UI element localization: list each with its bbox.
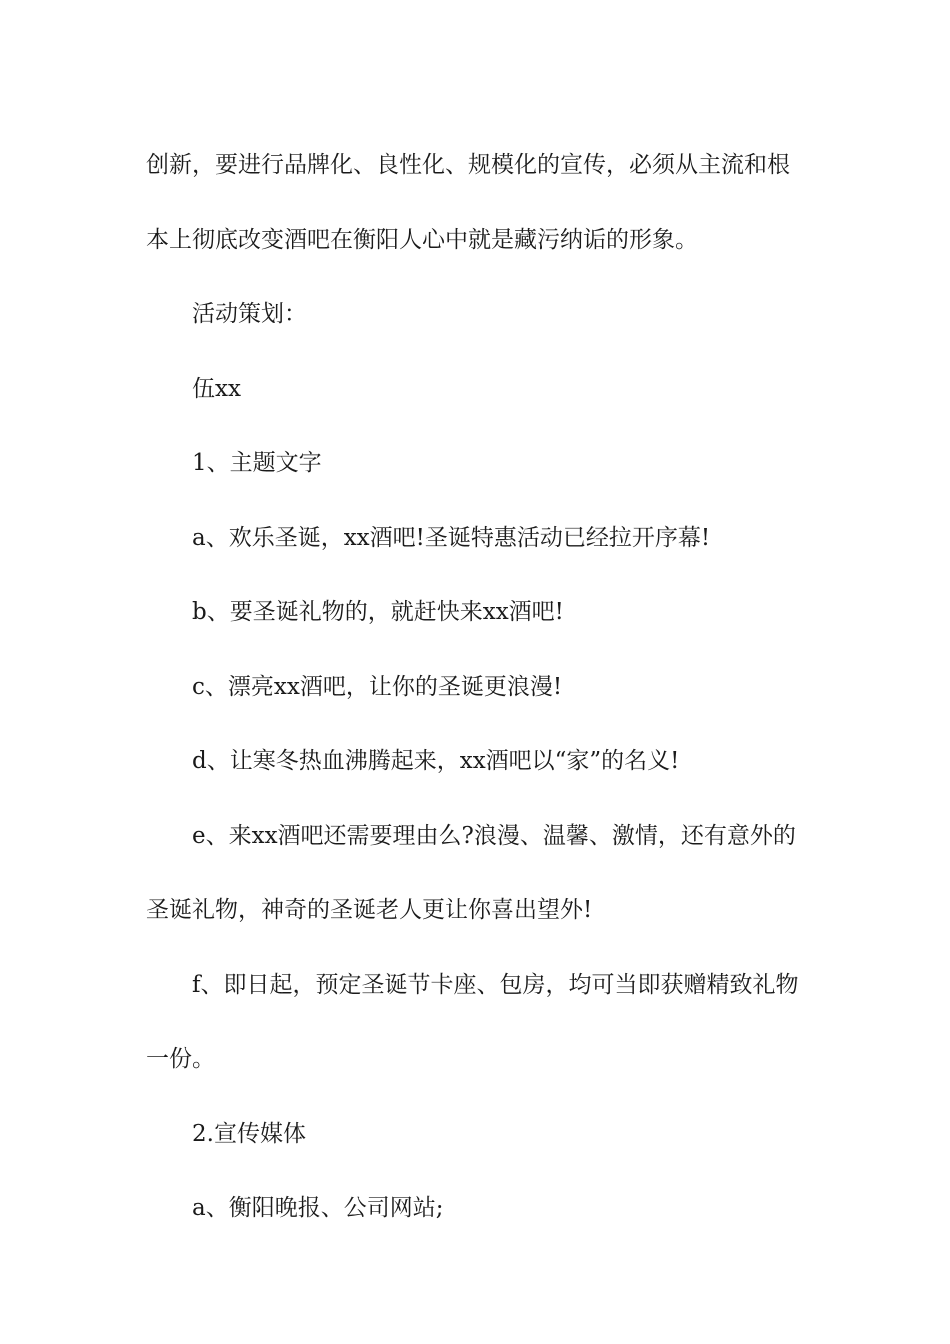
paragraph-slogan-a: a、欢乐圣诞，xx酒吧!圣诞特惠活动已经拉开序幕! — [192, 524, 711, 551]
paragraph-theme-heading: 1、主题文字 — [192, 450, 322, 476]
paragraph-media-heading: 2.宣传媒体 — [192, 1120, 306, 1147]
document-body — [146, 128, 810, 1246]
paragraph-intro-continuation: 创新，要进行品牌化、良性化、规模化的宣传，必须从主流和根本上彻底改变酒吧在衡阳人心中就是藏污纳诟的形象。 — [146, 152, 790, 253]
paragraph-slogan-d: d、让寒冬热血沸腾起来，xx酒吧以“家”的名义! — [192, 748, 680, 774]
paragraph-slogan-b: b、要圣诞礼物的，就赶快来xx酒吧! — [192, 599, 564, 625]
paragraph-activity-planning-heading: 活动策划： — [192, 301, 307, 327]
paragraph-slogan-e: e、来xx酒吧还需要理由么?浪漫、温馨、激情，还有意外的圣诞礼物，神奇的圣诞老人更让你喜出望外! — [146, 822, 796, 923]
paragraph-media-a: a、衡阳晚报、公司网站; — [192, 1195, 444, 1221]
paragraph-slogan-c: c、漂亮xx酒吧，让你的圣诞更浪漫! — [192, 673, 563, 700]
paragraph-slogan-f: f、即日起，预定圣诞节卡座、包房，均可当即获赠精致礼物一份。 — [146, 971, 799, 1072]
paragraph-author: 伍xx — [192, 375, 241, 402]
